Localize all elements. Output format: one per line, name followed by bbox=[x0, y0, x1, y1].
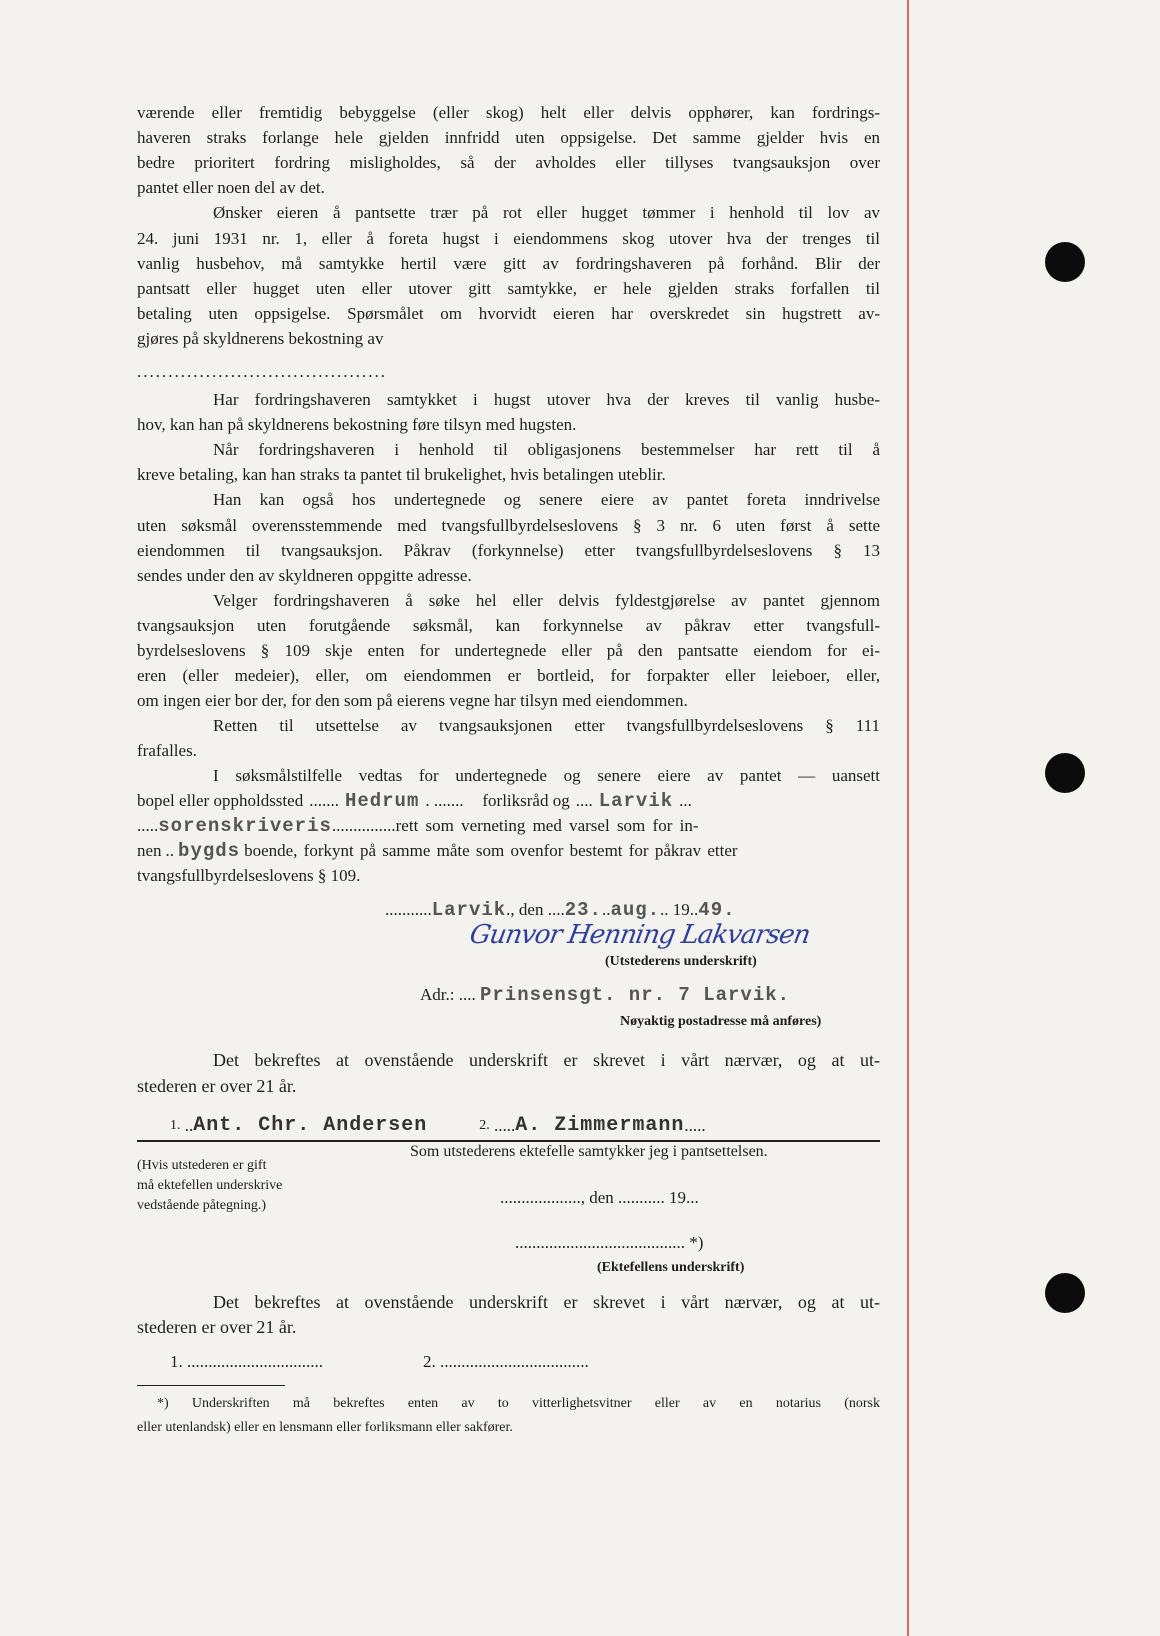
text: nen bbox=[137, 841, 162, 860]
text-line: Ønsker eieren å pantsette trær på rot eller hugget tømmer i henhold til lov av bbox=[213, 203, 880, 222]
text-line: værende eller fremtidig bebyggelse (eller skog) helt eller delvis opphører, kan fordrings- bbox=[137, 103, 880, 122]
spouse-date-line: ..................., den ........... 19... bbox=[500, 1188, 699, 1207]
text: 1. bbox=[170, 1352, 183, 1371]
text-line: Når fordringshaveren i henhold til obligasjonens bestemmelser har rett til å bbox=[213, 440, 880, 459]
text-line: kreve betaling, kan han straks ta pantet til brukelighet, hvis betalingen uteblir. bbox=[137, 465, 666, 484]
venue-line-3: nen .. bygds boende, forkynt på samme måte som ovenfor bestemt for påkrav etter bbox=[137, 840, 738, 862]
date-line: ........... Larvik . , den .... 23. .. aug. .. 19 .. 49. bbox=[385, 899, 736, 921]
spouse-note: (Hvis utstederen er gift bbox=[137, 1158, 267, 1173]
typed-place: Larvik bbox=[598, 790, 674, 812]
text-line: Velger fordringshaveren å søke hel eller delvis fyldestgjørelse av pantet gjennom bbox=[213, 591, 880, 610]
text-line: bedre prioritert fordring misligholdes, så der avholdes eller tillyses tvangsauksjon over bbox=[137, 153, 880, 172]
issuer-signature: Gunvor Henning Lakvarsen bbox=[467, 920, 813, 950]
witness-1-name: Ant. Chr. Andersen bbox=[193, 1114, 428, 1137]
typed-place: Larvik bbox=[431, 899, 507, 921]
blank: ................................... bbox=[440, 1352, 589, 1371]
typed-month: aug. bbox=[610, 899, 661, 921]
text: rett som verneting med varsel som for in- bbox=[395, 816, 699, 835]
text-line: betaling uten oppsigelse. Spørsmålet om hvorvidt eieren har overskredet sin hugstrett av- bbox=[137, 304, 880, 323]
text-line: sendes under den av skyldneren oppgitte adresse. bbox=[137, 566, 472, 585]
text-line: Han kan også hos undertegnede og senere eiere av pantet foreta inndrivelse bbox=[213, 490, 880, 509]
text-line: byrdelseslovens § 109 skje enten for undertegnede eller på den pantsatte eiendom for ei- bbox=[137, 641, 880, 660]
text: 19 bbox=[672, 900, 690, 919]
text-line: tvangsauksjon uten forutgående søksmål, kan forkynnelse av påkrav etter tvangsfull- bbox=[137, 616, 880, 635]
signature-label: (Utstederens underskrift) bbox=[605, 954, 757, 969]
text-line: I søksmålstilfelle vedtas for undertegnede og senere eiere av pantet — uansett bbox=[213, 766, 880, 785]
text: 2. bbox=[423, 1352, 436, 1371]
blank: .............................. bbox=[195, 1352, 323, 1371]
text: , den bbox=[510, 900, 544, 919]
dotted-blank: ........................................ bbox=[137, 362, 387, 381]
punch-hole bbox=[1045, 753, 1085, 793]
confirm-text: stederen er over 21 år. bbox=[137, 1076, 297, 1096]
typed-year: 49. bbox=[698, 899, 736, 921]
text-line: om ingen eier bor der, for den som på eierens vegne har tilsyn med eiendommen. bbox=[137, 691, 688, 710]
spouse-signature-line: ........................................ *) bbox=[515, 1233, 704, 1252]
footnote: eller utenlandsk) eller en lensmann eller forliksmann eller sakfører. bbox=[137, 1420, 513, 1435]
punch-hole bbox=[1045, 1273, 1085, 1313]
text-line: hov, kan han på skyldnerens bekostning føre tilsyn med hugsten. bbox=[137, 415, 577, 434]
venue-line-1: bopel eller oppholdssted ....... Hedrum . ....... forliksråd og .... Larvik ... bbox=[137, 790, 692, 812]
text-line: frafalles. bbox=[137, 741, 197, 760]
confirm-text: stederen er over 21 år. bbox=[137, 1317, 297, 1337]
text: 1. bbox=[170, 1118, 181, 1133]
text-line: Retten til utsettelse av tvangsauksjonen etter tvangsfullbyrdelseslovens § 111 bbox=[213, 716, 880, 735]
address-hint: Nøyaktig postadresse må anføres) bbox=[620, 1014, 822, 1029]
spouse-note: vedstående påtegning.) bbox=[137, 1198, 267, 1213]
text-line: eiendommen til tvangsauksjon. Påkrav (forkynnelse) etter tvangsfullbyrdelseslovens § 13 bbox=[137, 541, 880, 560]
address-label: Adr.: bbox=[420, 985, 455, 1004]
witness-2-name: A. Zimmermann bbox=[515, 1114, 685, 1137]
typed-day: 23. bbox=[564, 899, 602, 921]
confirm-text: Det bekreftes at ovenstående underskrift er skrevet i vårt nærvær, og at ut- bbox=[213, 1292, 880, 1312]
typed-place: Hedrum bbox=[344, 790, 420, 812]
witness-line: 1. .. Ant. Chr. Andersen 2. ..... A. Zimmermann ..... bbox=[170, 1114, 706, 1137]
typed-court: sorenskriveris bbox=[158, 815, 332, 837]
address-line: Adr.: .... Prinsensgt. nr. 7 Larvik. bbox=[420, 984, 791, 1006]
text-line: 24. juni 1931 nr. 1, eller å foreta hugst i eiendommens skog utover hva der trenges til bbox=[137, 229, 880, 248]
witness-blank-line: 1. .. .............................. 2. ................................... bbox=[170, 1352, 589, 1371]
footnote: *) Underskriften må bekreftes enten av to vitterlighetsvitner eller av en notarius (norsk bbox=[157, 1396, 880, 1411]
spouse-note: må ektefellen underskrive bbox=[137, 1178, 283, 1193]
margin-line bbox=[907, 0, 909, 1636]
text-line: eren (eller medeier), eller, om eiendommen er bortleid, for forpakter eller leieboer, eller, bbox=[137, 666, 880, 685]
spouse-consent: Som utstederens ektefelle samtykker jeg i pantsettelsen. bbox=[410, 1143, 768, 1160]
text-line: gjøres på skyldnerens bekostning av bbox=[137, 329, 384, 348]
text-line: uten søksmål overensstemmende med tvangsfullbyrdelseslovens § 3 nr. 6 uten først å sette bbox=[137, 516, 880, 535]
confirm-text: Det bekreftes at ovenstående underskrift er skrevet i vårt nærvær, og at ut- bbox=[213, 1050, 880, 1070]
venue-line-2: ..... sorenskriveris ............... rett som verneting med varsel som for in- bbox=[137, 815, 699, 837]
spouse-signature-label: (Ektefellens underskrift) bbox=[597, 1260, 745, 1275]
text: bopel eller oppholdssted bbox=[137, 791, 304, 810]
text-line: tvangsfullbyrdelseslovens § 109. bbox=[137, 866, 361, 885]
text-line: pantsatt eller hugget uten eller utover gitt samtykke, er hele gjelden straks forfallen til bbox=[137, 279, 880, 298]
text: forliksråd og bbox=[482, 791, 570, 810]
typed-address: Prinsensgt. nr. 7 Larvik. bbox=[479, 984, 791, 1006]
text: 2. bbox=[479, 1118, 490, 1133]
footnote-rule bbox=[137, 1385, 285, 1386]
text-line: haveren straks forlange hele gjelden innfridd uten oppsigelse. Det samme gjelder hvis en bbox=[137, 128, 880, 147]
punch-hole bbox=[1045, 242, 1085, 282]
text-line: pantet eller noen del av det. bbox=[137, 178, 325, 197]
text-line: vanlig husbehov, må samtykke hertil være gitt av fordringshaveren på forhånd. Blir der bbox=[137, 254, 880, 273]
text-line: Har fordringshaveren samtykket i hugst utover hva der kreves til vanlig husbe- bbox=[213, 390, 880, 409]
text: boende, forkynt på samme måte som ovenfor bestemt for påkrav etter bbox=[244, 841, 738, 860]
typed-area: bygds bbox=[178, 840, 241, 862]
